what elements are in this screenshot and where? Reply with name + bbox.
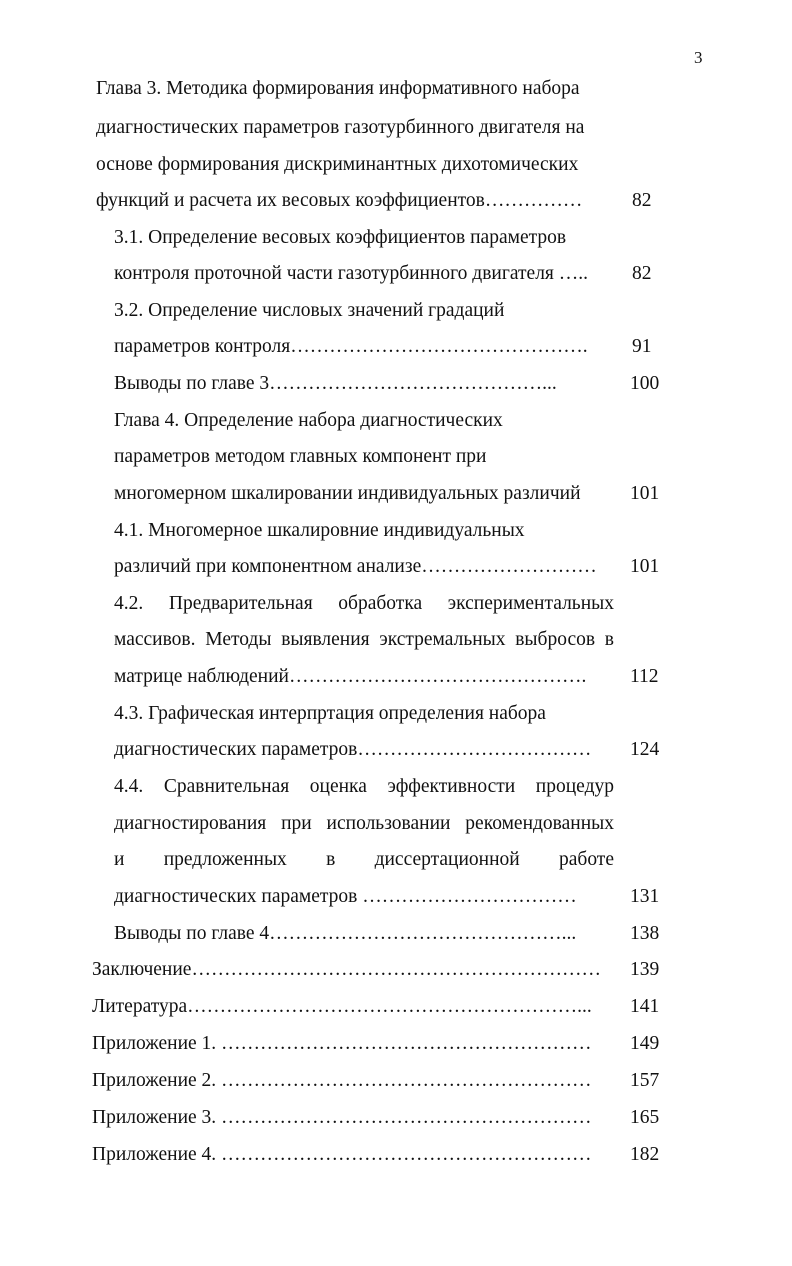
page-number: 3: [694, 48, 703, 67]
toc-line: 3.2. Определение числовых значений градаций: [114, 300, 505, 321]
toc-page-number: 138: [630, 923, 660, 944]
toc-page-number: 82: [632, 190, 652, 211]
toc-line: матрице наблюдений……………………………………….: [114, 666, 587, 687]
toc-line: 4.4. Сравнительная оценка эффективности процедур: [114, 776, 614, 797]
toc-line: Литература……………………………………………………...: [92, 996, 592, 1017]
toc-line: Приложение 1. …………………………………………………: [92, 1033, 592, 1054]
toc-line: Приложение 3. …………………………………………………: [92, 1107, 592, 1128]
toc-page-number: 149: [630, 1033, 660, 1054]
toc-page-number: 101: [630, 483, 660, 504]
toc-page-number: 157: [630, 1070, 660, 1091]
toc-line: контроля проточной части газотурбинного двигателя …..: [114, 263, 589, 284]
toc-line: Глава 3. Методика формирования информативного набора: [96, 78, 580, 99]
toc-line: 4.2. Предварительная обработка экспериментальных: [114, 593, 614, 614]
toc-page-number: 141: [630, 996, 660, 1017]
toc-line: диагностирования при использовании рекомендованных: [114, 813, 614, 834]
toc-line: многомерном шкалировании индивидуальных различий: [114, 483, 581, 504]
toc-line: массивов. Методы выявления экстремальных выбросов в: [114, 629, 614, 650]
toc-line: Глава 4. Определение набора диагностических: [114, 410, 503, 431]
toc-line: различий при компонентном анализе………………………: [114, 556, 597, 577]
toc-page-number: 131: [630, 886, 660, 907]
toc-line: Приложение 2. …………………………………………………: [92, 1070, 592, 1091]
toc-page-number: 82: [632, 263, 652, 284]
toc-line: параметров контроля……………………………………….: [114, 336, 588, 357]
toc-page-number: 91: [632, 336, 652, 357]
toc-page-number: 182: [630, 1144, 660, 1165]
toc-line: основе формирования дискриминантных дихотомических: [96, 154, 579, 175]
toc-line: Выводы по главе 3……………………………………...: [114, 373, 557, 394]
toc-page-number: 101: [630, 556, 660, 577]
toc-line: диагностических параметров газотурбинного двигателя на: [96, 117, 585, 138]
toc-line: параметров методом главных компонент при: [114, 446, 487, 467]
toc-line: диагностических параметров………………………………: [114, 739, 592, 760]
toc-page-number: 112: [630, 666, 659, 687]
toc-line: диагностических параметров ……………………………: [114, 886, 577, 907]
toc-line: Приложение 4. …………………………………………………: [92, 1144, 592, 1165]
toc-line: 4.1. Многомерное шкалировние индивидуальных: [114, 520, 525, 541]
toc-line: Заключение………………………………………………………: [92, 959, 601, 980]
toc-line: функций и расчета их весовых коэффициентов……………: [96, 190, 583, 211]
toc-page-number: 100: [630, 373, 660, 394]
toc-page-number: 139: [630, 959, 660, 980]
toc-line: 4.3. Графическая интерпртация определения набора: [114, 703, 546, 724]
toc-page-number: 124: [630, 739, 660, 760]
toc-line: 3.1. Определение весовых коэффициентов параметров: [114, 227, 567, 248]
toc-page-number: 165: [630, 1107, 660, 1128]
toc-line: и предложенных в диссертационной работе: [114, 849, 614, 870]
toc-line: Выводы по главе 4………………………………………...: [114, 923, 577, 944]
